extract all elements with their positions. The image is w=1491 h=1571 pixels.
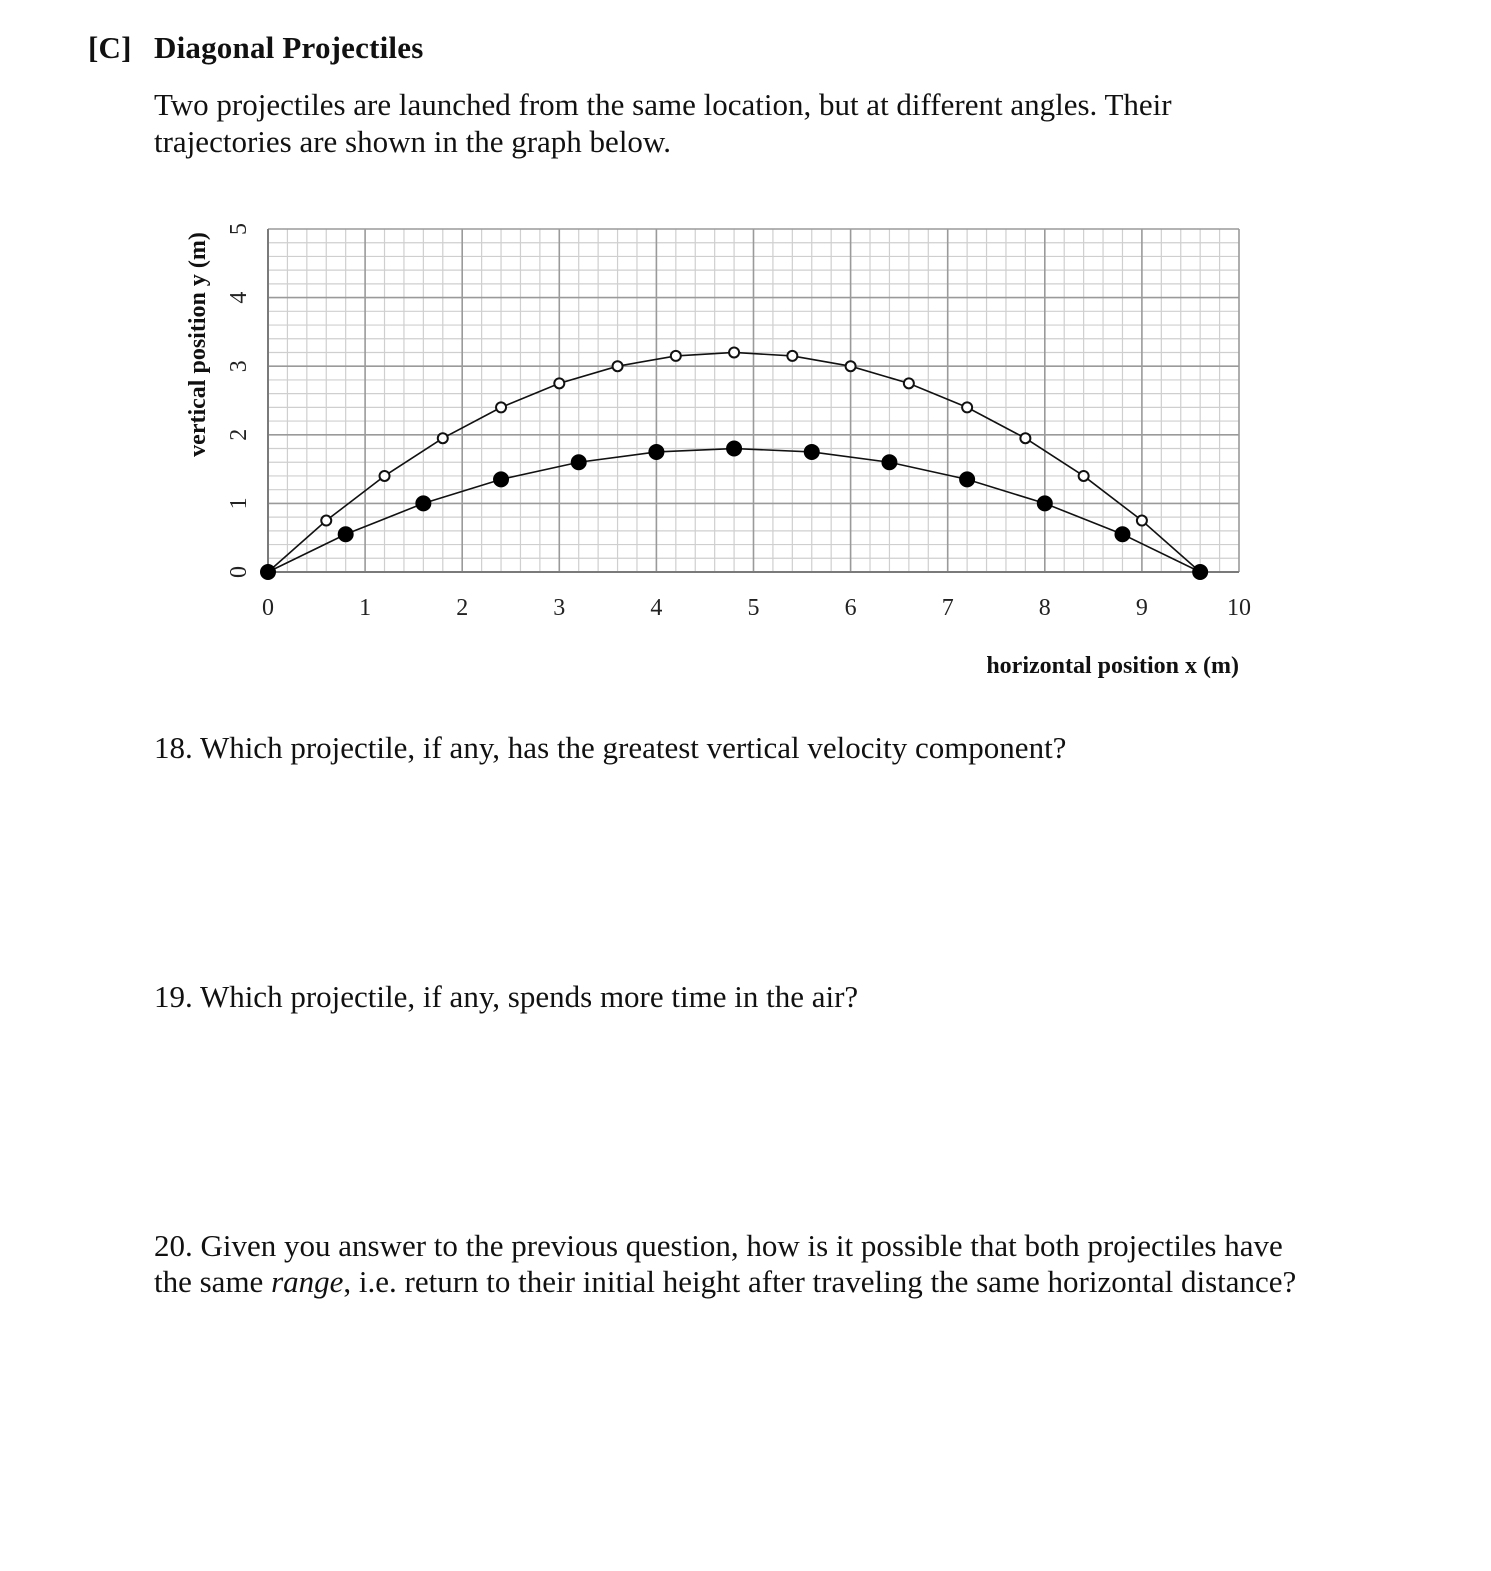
x-tick-label: 7: [941, 595, 954, 621]
data-point-filled: [649, 444, 664, 459]
y-tick-label: 2: [226, 428, 252, 441]
data-point-open: [496, 402, 506, 412]
data-point-filled: [338, 527, 353, 542]
data-point-open: [554, 378, 564, 388]
data-point-filled: [882, 455, 897, 470]
question-18: 18. Which projectile, if any, has the greatest vertical velocity component?: [154, 730, 1067, 765]
y-tick-label: 5: [226, 223, 252, 235]
x-tick-label: 10: [1227, 595, 1251, 621]
section-title: Diagonal Projectiles: [154, 30, 424, 65]
data-point-open: [1020, 433, 1030, 443]
data-point-filled: [261, 565, 276, 580]
chart-grid: [268, 229, 1239, 572]
x-tick-label: 6: [844, 595, 857, 621]
x-tick-label: 1: [359, 595, 372, 621]
y-axis-title: vertical position y (m): [185, 232, 211, 457]
x-tick-label: 4: [650, 595, 663, 621]
question-20-range-emphasis: range: [271, 1264, 344, 1299]
y-tick-label: 1: [226, 497, 252, 510]
data-point-filled: [1193, 565, 1208, 580]
x-tick-label: 5: [747, 595, 760, 621]
x-tick-label: 9: [1135, 595, 1148, 621]
data-point-filled: [416, 496, 431, 511]
data-point-open: [1079, 471, 1089, 481]
y-tick-label: 0: [226, 566, 252, 578]
data-point-filled: [727, 441, 742, 456]
data-point-open: [671, 351, 681, 361]
data-point-open: [846, 361, 856, 371]
data-point-open: [438, 433, 448, 443]
data-point-open: [904, 378, 914, 388]
trajectory-chart: [0, 0, 1491, 720]
x-tick-label: 0: [262, 595, 274, 621]
x-tick-label: 2: [456, 595, 469, 621]
data-point-open: [380, 471, 390, 481]
y-tick-label: 4: [226, 291, 252, 304]
data-point-filled: [571, 455, 586, 470]
x-tick-label: 8: [1038, 595, 1051, 621]
question-20-text-start: 20. Given you answer to the previous question, how is it possible that both projectiles have the same: [154, 1228, 1283, 1299]
data-point-open: [787, 351, 797, 361]
data-point-open: [1137, 516, 1147, 526]
question-19: 19. Which projectile, if any, spends more time in the air?: [154, 979, 859, 1014]
data-point-open: [962, 402, 972, 412]
data-point-open: [321, 516, 331, 526]
intro-paragraph: Two projectiles are launched from the same location, but at different angles. Their trajectories are shown in the graph below.: [154, 87, 1172, 159]
question-20: [154, 1228, 1304, 1300]
data-point-filled: [494, 472, 509, 487]
x-axis-title: horizontal position x (m): [986, 653, 1239, 679]
data-point-filled: [960, 472, 975, 487]
x-tick-label: 3: [553, 595, 566, 621]
data-point-open: [729, 347, 739, 357]
y-tick-label: 3: [226, 360, 252, 373]
data-point-filled: [1115, 527, 1130, 542]
data-point-filled: [804, 444, 819, 459]
data-point-open: [613, 361, 623, 371]
data-point-filled: [1037, 496, 1052, 511]
section-label: [C]: [88, 30, 132, 65]
question-20-text-end: , i.e. return to their initial height after traveling the same horizontal distance?: [343, 1264, 1297, 1299]
